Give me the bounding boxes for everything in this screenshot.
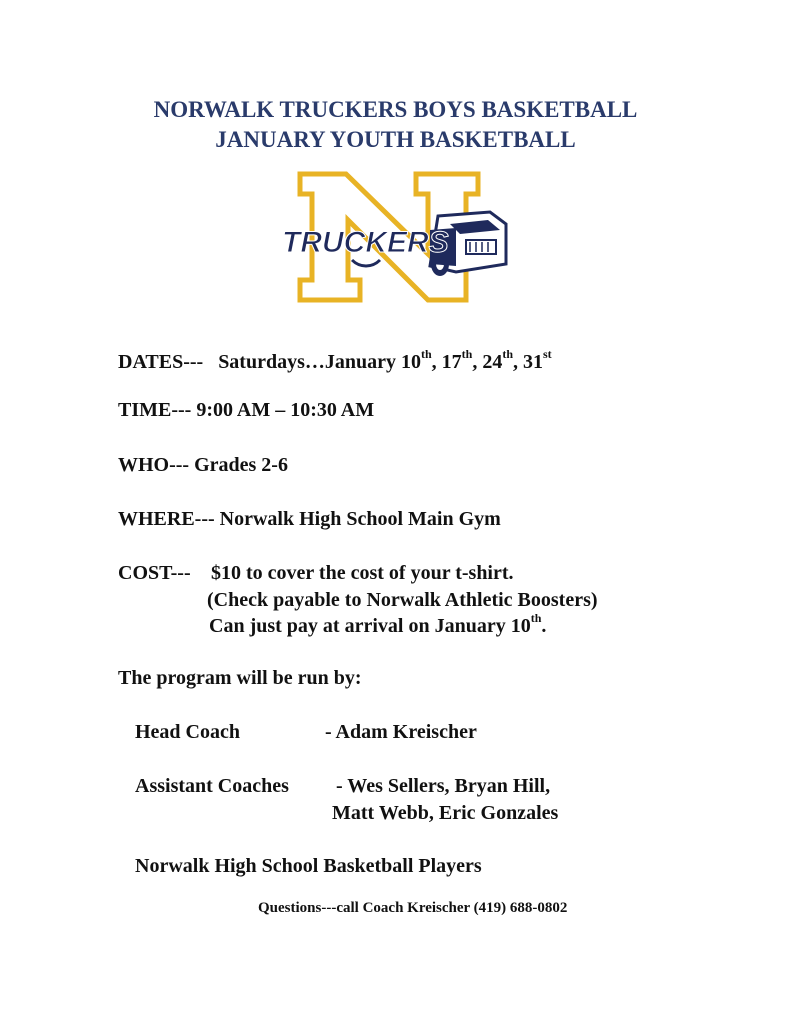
assistant-coaches-label: Assistant Coaches [135,775,289,797]
cost-line-1: $10 to cover the cost of your t-shirt. [211,562,514,584]
players-line: Norwalk High School Basketball Players [135,855,482,877]
who-value: Grades 2-6 [194,454,288,476]
dates-line [118,349,552,375]
time-value: 9:00 AM – 10:30 AM [196,399,375,421]
cost-line-3 [209,613,546,639]
cost-line-3-sup: th [530,611,542,625]
dates-sup-2: th [461,347,473,361]
program-intro: The program will be run by: [118,667,362,689]
assistant-coaches-line-1: - Wes Sellers, Bryan Hill, [336,775,551,797]
who-line [118,452,288,478]
where-label: WHERE--- [118,508,215,530]
who-label: WHO--- [118,454,190,476]
head-coach-value: - Adam Kreischer [325,721,477,743]
where-line [118,506,501,532]
dates-17: , 17 [431,351,462,373]
time-label: TIME--- [118,399,192,421]
logo-graphic [280,168,516,306]
dates-prefix: Saturdays…January 10 [218,351,421,373]
dates-31: , 31 [513,351,544,373]
where-value: Norwalk High School Main Gym [219,508,501,530]
title-line-1: NORWALK TRUCKERS BOYS BASKETBALL [153,97,638,122]
dates-sup-1: th [421,347,432,361]
cost-line-3-end: . [541,615,547,637]
time-line [118,397,374,423]
assistant-coaches-line-2: Matt Webb, Eric Gonzales [332,802,559,824]
logo-wordmark: TRUCKERS [282,226,449,259]
title-line-2: JANUARY YOUTH BASKETBALL [215,127,576,152]
cost-line-2: (Check payable to Norwalk Athletic Boosters) [207,589,598,611]
head-coach-label: Head Coach [135,721,240,743]
cost-line-3-text: Can just pay at arrival on January 10 [209,615,531,637]
truckers-n-logo [280,168,516,306]
dates-sup-4: st [543,347,552,361]
dates-24: , 24 [472,351,503,373]
dates-label: DATES--- [118,351,204,373]
dates-sup-3: th [502,347,514,361]
cost-label: COST--- [118,562,191,584]
questions-contact: Questions---call Coach Kreischer (419) 688-0802 [258,900,568,916]
